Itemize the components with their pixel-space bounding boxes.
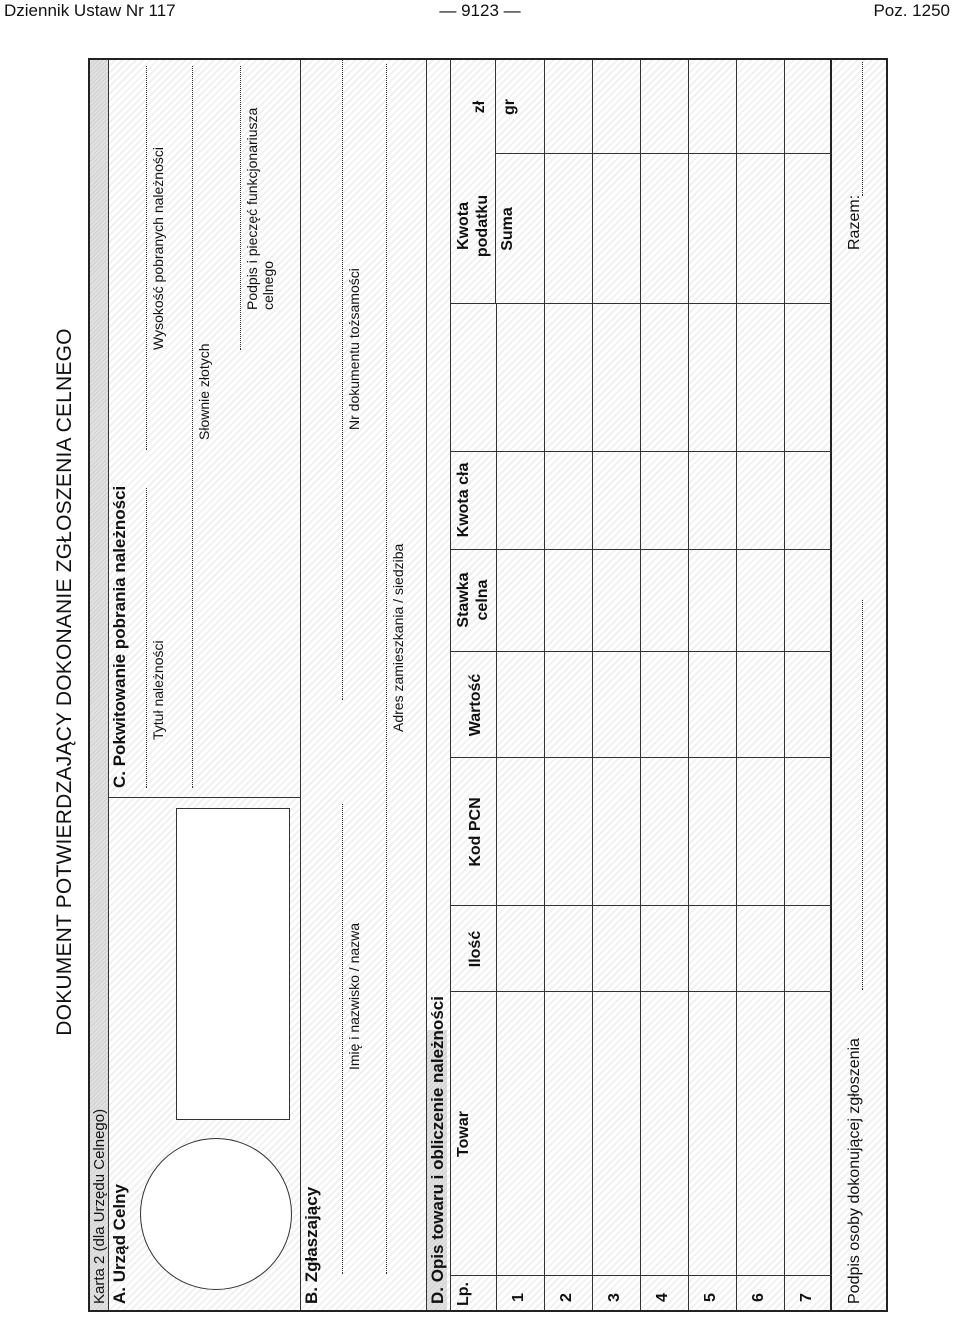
total-label: Razem: (846, 194, 863, 250)
col-line-towar (450, 991, 832, 992)
form-frame (88, 58, 888, 1312)
document-title: DOKUMENT POTWIERDZAJĄCY DOKONANIE ZGŁOSZENIA CELNEGO (53, 328, 76, 1036)
id-dotline (342, 60, 343, 700)
address-label: Adres zamieszkania / siedziba (390, 543, 406, 732)
officer-signature-label: Podpis i pieczęć funkcjonariusza celnego (244, 107, 276, 310)
col-header-kod-pcn: Kod PCN (467, 797, 484, 867)
row-line-2 (592, 60, 593, 1310)
section-c-title: C. Pokwitowanie pobrania należności (110, 485, 129, 788)
name-label: Imię i nazwisko / nazwa (346, 922, 362, 1070)
col-header-gr: gr (501, 99, 518, 115)
stamp-circle (140, 1138, 292, 1290)
row-line-4 (688, 60, 689, 1310)
section-d-title: D. Opis towaru i obliczenie należności (428, 996, 447, 1304)
name-dotline (342, 804, 343, 1274)
row-line-6 (784, 60, 785, 1310)
col-header-ilosc: Ilość (467, 930, 484, 968)
section-b-title: B. Zgłaszający (302, 1186, 321, 1304)
col-line-zl (495, 153, 832, 154)
row-number: 2 (558, 1293, 575, 1302)
amount-in-words-label: Słownie złotych (196, 343, 212, 440)
suma-subheader-line (495, 60, 496, 304)
amount-label: Wysokość pobranych należności (150, 147, 166, 350)
col-header-suma: Suma (499, 207, 516, 251)
row-number: 4 (654, 1293, 671, 1302)
row-number: 6 (750, 1293, 767, 1302)
card-divider (108, 60, 109, 1310)
col-header-lp: Lp. (455, 1282, 472, 1306)
id-document-label: Nr dokumentu tożsamości (346, 268, 362, 430)
col-header-zl: zł (471, 100, 488, 114)
sign-dotline (240, 66, 241, 350)
journal-name: Dziennik Ustaw Nr 117 (4, 1, 176, 20)
stamp-box (176, 808, 290, 1120)
title-dotline (146, 488, 147, 788)
row-number: 7 (798, 1293, 815, 1302)
row-number: 3 (606, 1293, 623, 1302)
title-of-charge-label: Tytuł należności (150, 640, 166, 740)
col-line-lp (450, 1275, 832, 1276)
col-header-kwota-cla: Kwota cła (455, 462, 472, 538)
col-line-kod (450, 757, 832, 758)
customs-form-rotated (46, 52, 946, 1312)
col-header-wartosc: Wartość (467, 673, 484, 737)
total-dotline (862, 62, 863, 196)
col-header-stawka: Stawka celna (455, 572, 491, 628)
col-line-stawka (450, 549, 832, 550)
header-row-line (496, 304, 497, 1310)
card-label: Karta 2 (dla Urzędu Celnego) (91, 1108, 108, 1304)
row-number: 5 (702, 1293, 719, 1302)
page-number: — 9123 — (439, 1, 521, 20)
row-line-5 (736, 60, 737, 1310)
position-number: Poz. 1250 (873, 1, 950, 20)
section-a-title: A. Urząd Celny (110, 1184, 129, 1304)
declarant-signature-label: Podpis osoby dokonującej zgłoszenia (846, 1038, 863, 1304)
row-line-1 (544, 60, 545, 1310)
amount-dotline (146, 66, 147, 450)
row-number: 1 (510, 1293, 527, 1302)
col-line-ilosc (450, 905, 832, 906)
col-line-kwota-cla (450, 451, 832, 452)
col-header-kwota-podatku: Kwota podatku (455, 194, 491, 258)
address-dotline (386, 64, 387, 1274)
row-line-3 (640, 60, 641, 1310)
col-header-towar: Towar (455, 1111, 472, 1157)
words-dotline (192, 66, 193, 788)
col-line-wartosc (450, 651, 832, 652)
declarant-signature-dotline (862, 600, 863, 990)
section-ac-divider (108, 797, 300, 798)
section-b-divider (300, 60, 301, 1310)
